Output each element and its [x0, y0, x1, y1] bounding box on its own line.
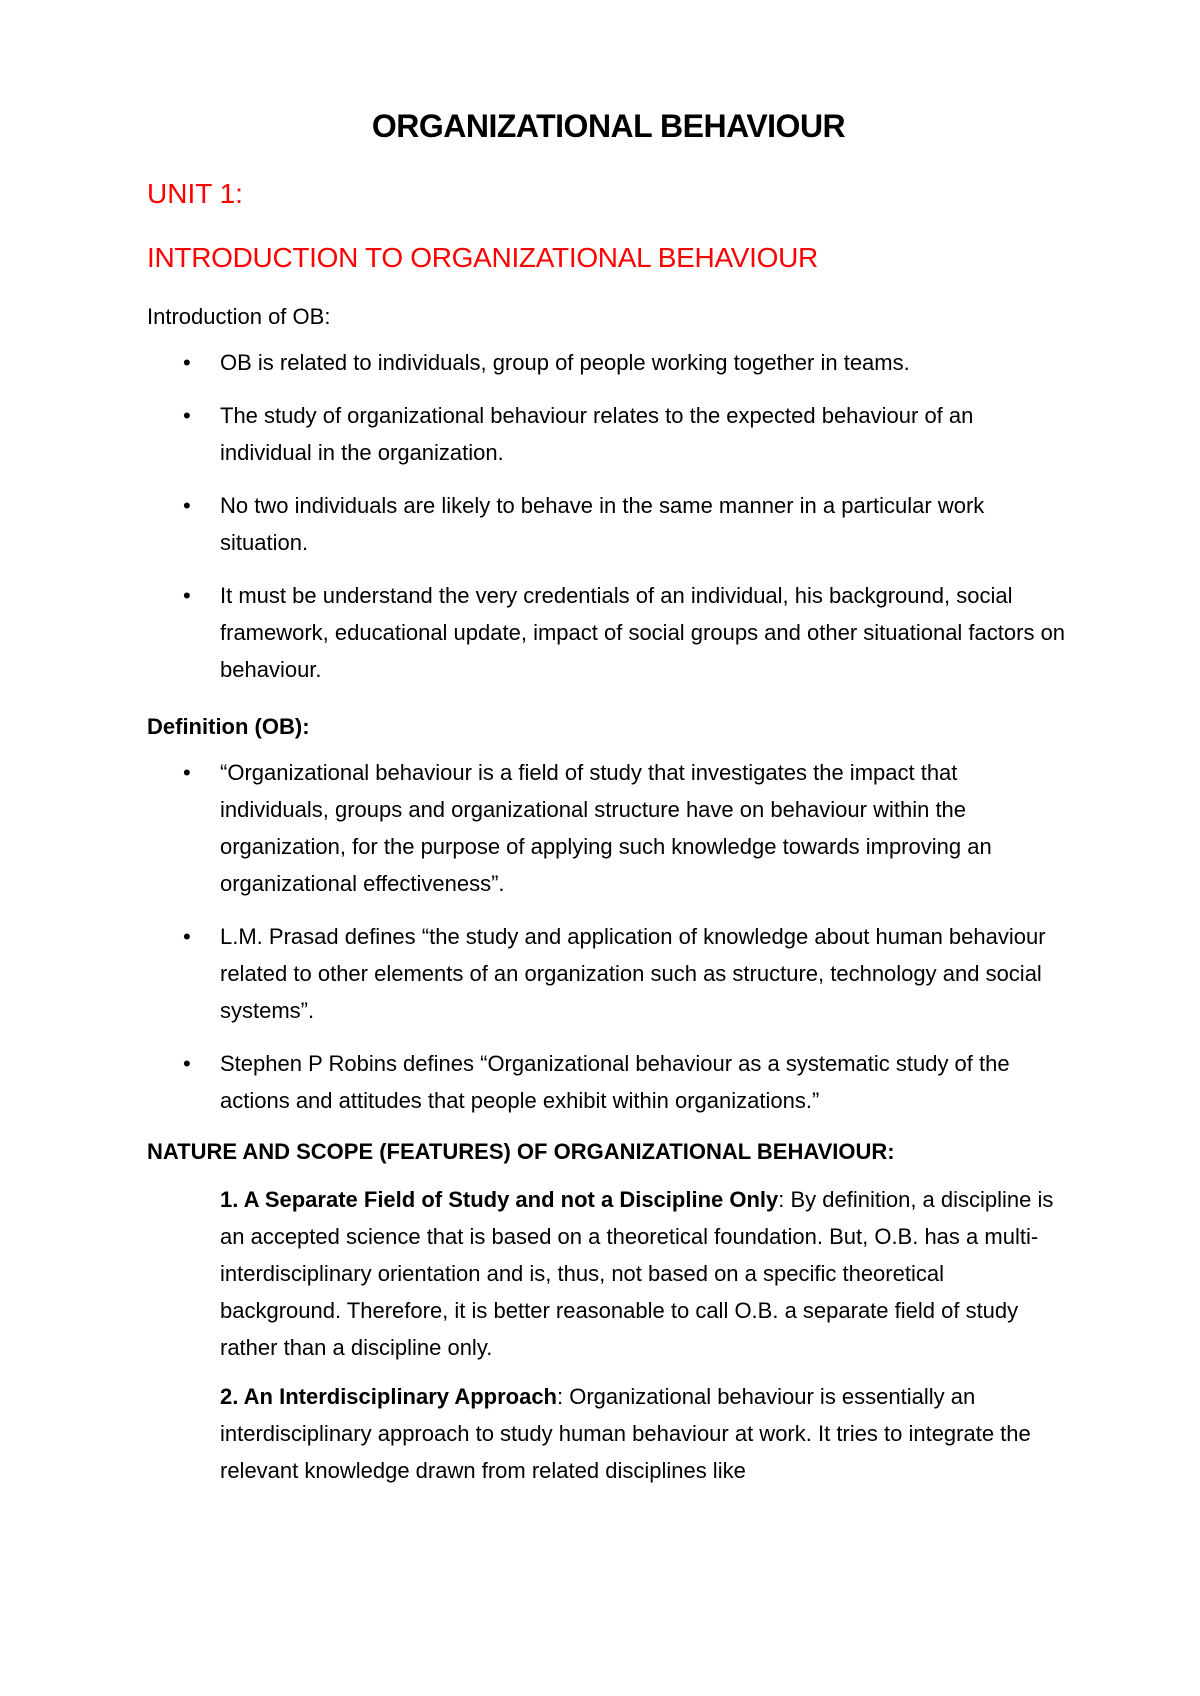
feature-paragraph — [147, 1181, 1070, 1366]
list-item — [147, 344, 1070, 381]
bullet-text: OB is related to individuals, group of people working together in teams. — [220, 350, 910, 375]
definition-bullet-list — [147, 754, 1070, 1119]
feature-body: : By definition, a discipline is an accepted science that is based on a theoretical foundation. But, O.B. has a multi-interdisciplinary orientation and is, thus, not based on a specific theoretical background. Therefore, it is better reasonable to call O.B. a separate field of study rather than a discipline only. — [220, 1187, 1054, 1360]
feature-paragraph — [147, 1378, 1070, 1489]
feature-heading: 1. A Separate Field of Study and not a Discipline Only — [220, 1187, 779, 1212]
list-item — [147, 487, 1070, 561]
unit-label: UNIT 1: — [147, 178, 243, 209]
definition-heading: Definition (OB): — [147, 714, 310, 739]
bullet-icon: • — [183, 350, 191, 375]
bullet-icon: • — [183, 583, 191, 608]
bullet-text: L.M. Prasad defines “the study and application of knowledge about human behaviour related to other elements of an organization such as structure, technology and social systems”. — [220, 924, 1046, 1023]
bullet-icon: • — [183, 924, 191, 949]
list-item — [147, 397, 1070, 471]
list-item — [147, 1045, 1070, 1119]
bullet-icon: • — [183, 1051, 191, 1076]
bullet-text: No two individuals are likely to behave in the same manner in a particular work situation. — [220, 493, 985, 555]
list-item — [147, 754, 1070, 902]
bullet-text: It must be understand the very credentials of an individual, his background, social framework, educational update, impact of social groups and other situational factors on behaviour. — [220, 583, 1066, 682]
unit-title: INTRODUCTION TO ORGANIZATIONAL BEHAVIOUR — [147, 242, 818, 273]
list-item — [147, 577, 1070, 688]
intro-bullet-list — [147, 344, 1070, 688]
document-title: ORGANIZATIONAL BEHAVIOUR — [371, 108, 846, 144]
feature-heading: 2. An Interdisciplinary Approach — [220, 1384, 557, 1409]
bullet-text: The study of organizational behaviour relates to the expected behaviour of an individual in the organization. — [220, 403, 974, 465]
list-item — [147, 918, 1070, 1029]
intro-heading: Introduction of OB: — [147, 304, 331, 329]
feature-body: : Organizational behaviour is essentially an interdisciplinary approach to study human behaviour at work. It tries to integrate the relevant knowledge drawn from related disciplines like — [220, 1384, 1031, 1483]
bullet-icon: • — [183, 403, 191, 428]
bullet-icon: • — [183, 760, 191, 785]
features-heading: NATURE AND SCOPE (FEATURES) OF ORGANIZATIONAL BEHAVIOUR: — [147, 1139, 895, 1164]
bullet-icon: • — [183, 493, 191, 518]
bullet-text: Stephen P Robins defines “Organizational behaviour as a systematic study of the actions and attitudes that people exhibit within organizations.” — [220, 1051, 1010, 1113]
bullet-text: “Organizational behaviour is a field of study that investigates the impact that individuals, groups and organizational structure have on behaviour within the organization, for the purpose of applying such knowledge towards improving an organizational effectiveness”. — [220, 760, 992, 896]
